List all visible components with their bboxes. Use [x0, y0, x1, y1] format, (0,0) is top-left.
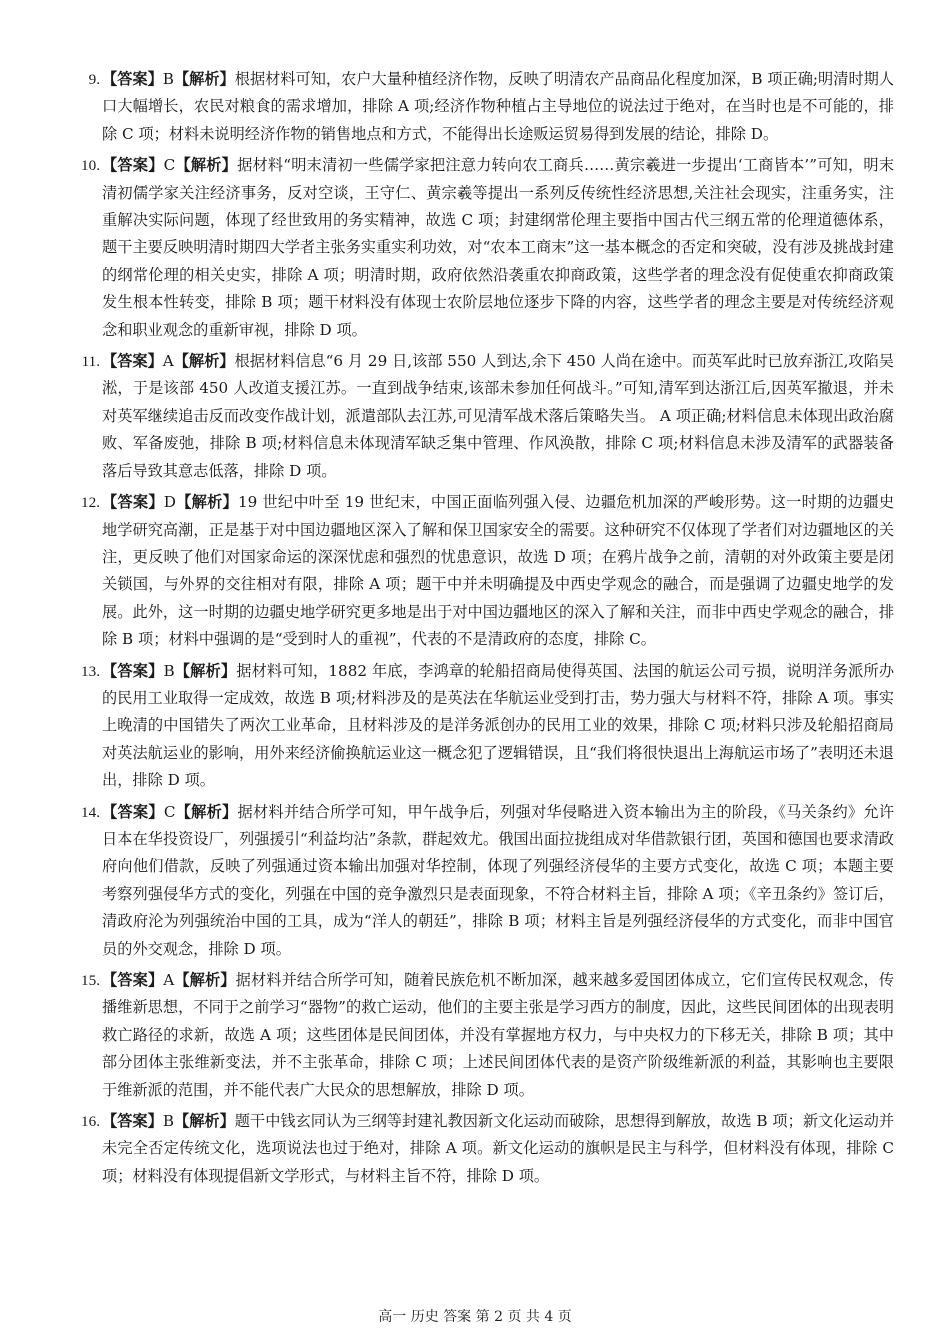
answer-choice: C — [163, 802, 176, 821]
answer-choice: C — [163, 156, 176, 175]
answer-item-12 — [64, 489, 894, 653]
answer-item-10 — [64, 152, 894, 344]
item-number: 11. — [81, 353, 100, 371]
analysis-text: 题干中钱玄同认为三纲等封建礼教因新文化运动而破除，思想得到解放，故选 B 项；新文化运动并未完全否定传统文化，选项说法也过于绝对，排除 A 项。新文化运动的旗帜是民主与科学，但材料没有体现，排除 C 项；材料没有体现提倡新文学形式，与材料主旨不符，排除 D 项。 — [102, 1112, 895, 1185]
analysis-text: 据材料并结合所学可知，随着民族危机不断加深，越来越多爱国团体成立，它们宣传民权观念，传播维新思想，不同于之前学习“器物”的救亡运动，他们的主要主张是学习西方的制度，因此，这些民间团体的出现表明救亡路径的求新，故选 A 项；这些团体是民间团体，并没有掌握地方权力，与中央权力的下移无关，排除 B 项；其中部分团体主张维新变法，并不主张革命，排除 C 项；上述民间团体代表的是资产阶级维新派的利益，其影响也主要限于维新派的范围，并不能代表广大民众的思想解放，排除 D 项。 — [102, 971, 895, 1099]
analysis-label: 【解析】 — [174, 661, 237, 680]
item-number: 12. — [81, 494, 100, 512]
item-number: 9. — [88, 71, 100, 88]
item-number: 15. — [81, 972, 100, 989]
answer-choice: B — [163, 661, 175, 680]
answer-label: 【答案】 — [102, 156, 164, 175]
answer-label: 【答案】 — [102, 352, 163, 371]
item-number: 10. — [81, 157, 100, 175]
analysis-label: 【解析】 — [173, 1112, 235, 1131]
answer-item-13 — [64, 658, 894, 795]
answer-item-9 — [64, 66, 894, 148]
analysis-label: 【解析】 — [175, 156, 238, 175]
analysis-text: 19 世纪中叶至 19 世纪末，中国正面临列强入侵、边疆危机加深的严峻形势。这一时期的边疆史地学研究高潮，正是基于对中国边疆地区深入了解和保卫国家安全的需要。这种研究不仅体现了学者们对边疆地区的关注，更反映了他们对国家命运的深深忧虑和强烈的忧患意识，故选 D 项；在鸦片战争之前，清朝的对外政策主要是闭关锁国，与外界的交往相对有限，排除 A 项；题干中并未明确提及中西史学观念的融合，而是强调了边疆史地学的发展。此外，这一时期的边疆史地学研究更多地是出于对中国边疆地区的深入了解和关注，而非中西史学观念的融合，排除 B 项；材料中强调的是“受到时人的重视”，代表的不是清政府的态度，排除 C。 — [102, 493, 895, 649]
analysis-label: 【解析】 — [175, 802, 238, 821]
answer-item-16 — [64, 1108, 894, 1190]
answer-label: 【答案】 — [102, 971, 164, 989]
answer-choice: A — [162, 352, 174, 371]
analysis-label: 【解析】 — [173, 352, 235, 371]
answer-item-11 — [64, 348, 894, 485]
analysis-text: 根据材料可知，农户大量种植经济作物，反映了明清农产品商品化程度加深，B 项正确;明清时期人口大幅增长，农民对粮食的需求增加，排除 A 项;经济作物种植占主导地位的说法过于绝对，在当时也是不可能的，排除 C 项；材料未说明经济作物的销售地点和方式，不能得出长途贩运贸易得到发展的结论，排除 D。 — [102, 70, 895, 143]
analysis-text: 据材料“明末清初一些儒学家把注意力转向农工商兵……黄宗羲进一步提出‘工商皆本’”可知，明末清初儒学家关注经济事务，反对空谈，王守仁、黄宗羲等提出一系列反传统性经济思想,关注社会现实，注重务实，注重解决实际问题，体现了经世致用的务实精神，故选 C 项；封建纲常伦理主要指中国古代三纲五常的伦理道德体系，题干主要反映明清时期四大学者主张务实重实利功效，对“农本工商末”这一基本概念的否定和突破，没有涉及挑战封建的纲常伦理的相关史实，排除 A 项；明清时期，政府依然沿袭重农抑商政策，这些学者的理念没有促使重农抑商政策发生根本性转变，排除 B 项；题干材料没有体现士农阶层地位逐步下降的内容，这些学者的理念主要是对传统经济观念和职业观念的重新审视，排除 D 项。 — [102, 156, 895, 339]
answer-item-14 — [64, 799, 894, 963]
answer-label: 【答案】 — [102, 661, 164, 680]
answer-choice: B — [162, 1112, 174, 1131]
answer-label: 【答案】 — [102, 1112, 163, 1131]
answer-choice: B — [162, 70, 174, 88]
analysis-label: 【解析】 — [173, 70, 235, 88]
item-number: 13. — [81, 662, 100, 680]
analysis-text: 据材料并结合所学可知，甲午战争后，列强对华侵略进入资本输出为主的阶段，《马关条约》允许日本在华投资设厂，列强援引“利益均沾”条款，群起效尤。俄国出面拉拢组成对华借款银行团，英国和德国也要求清政府向他们借款，反映了列强通过资本输出加强对华控制，体现了列强经济侵华的主要方式变化，故选 C 项；本题主要考察列强侵华方式的变化，列强在中国的竞争激烈只是表面现象，不符合材料主旨，排除 A 项；《辛丑条约》签订后，清政府沦为列强统治中国的工具，成为“洋人的朝廷”，排除 B 项；材料主旨是列强经济侵华的方式变化，而非中国官员的外交观念，排除 D 项。 — [102, 802, 895, 958]
item-number: 16. — [81, 1113, 100, 1131]
answer-choice: A — [163, 971, 175, 989]
answer-label: 【答案】 — [102, 802, 164, 821]
answer-label: 【答案】 — [102, 70, 163, 88]
item-number: 14. — [81, 803, 100, 821]
answer-choice: D — [163, 493, 176, 512]
answer-item-15 — [64, 967, 894, 1104]
analysis-text: 据材料可知，1882 年底，李鸿章的轮船招商局使得英国、法国的航运公司亏损，说明洋务派所办的民用工业取得一定成效，故选 B 项;材料涉及的是英法在华航运业受到打击，势力强大与材料不符，排除 A 项。事实上晚清的中国错失了两次工业革命，且材料涉及的是洋务派创办的民用工业的效果，排除 C 项;材料只涉及轮船招商局对英法航运业的影响，用外来经济偷换航运业这一概念犯了逻辑错误，且“我们将很快退出上海航运市场了”表明还未退出，排除 D 项。 — [102, 661, 895, 790]
analysis-label: 【解析】 — [175, 493, 239, 512]
analysis-label: 【解析】 — [174, 971, 236, 989]
answer-label: 【答案】 — [102, 493, 164, 512]
page-footer: 高一 历史 答案 第 2 页 共 4 页 — [378, 1309, 572, 1325]
analysis-text: 根据材料信息“6 月 29 日,该部 550 人到达,余下 450 人尚在途中。而英军此时已放弃浙江,攻陷吴淞，于是该部 450 人改道支援江苏。一直到战争结束,该部未参加任何战斗。”可知,清军到达浙江后,因英军撤退，并未对英军继续追击反而改变作战计划，派遣部队去江苏,可见清军战术落后策略失当。 A 项正确;材料信息未体现出政治腐败、军备废弛，排除 B 项;材料信息未体现清军缺乏集中管理、作风涣散，排除 C 项;材料信息未涉及清军的武器装备落后导致其意志低落，排除 D 项。 — [102, 352, 894, 480]
answer-list — [64, 66, 894, 1194]
